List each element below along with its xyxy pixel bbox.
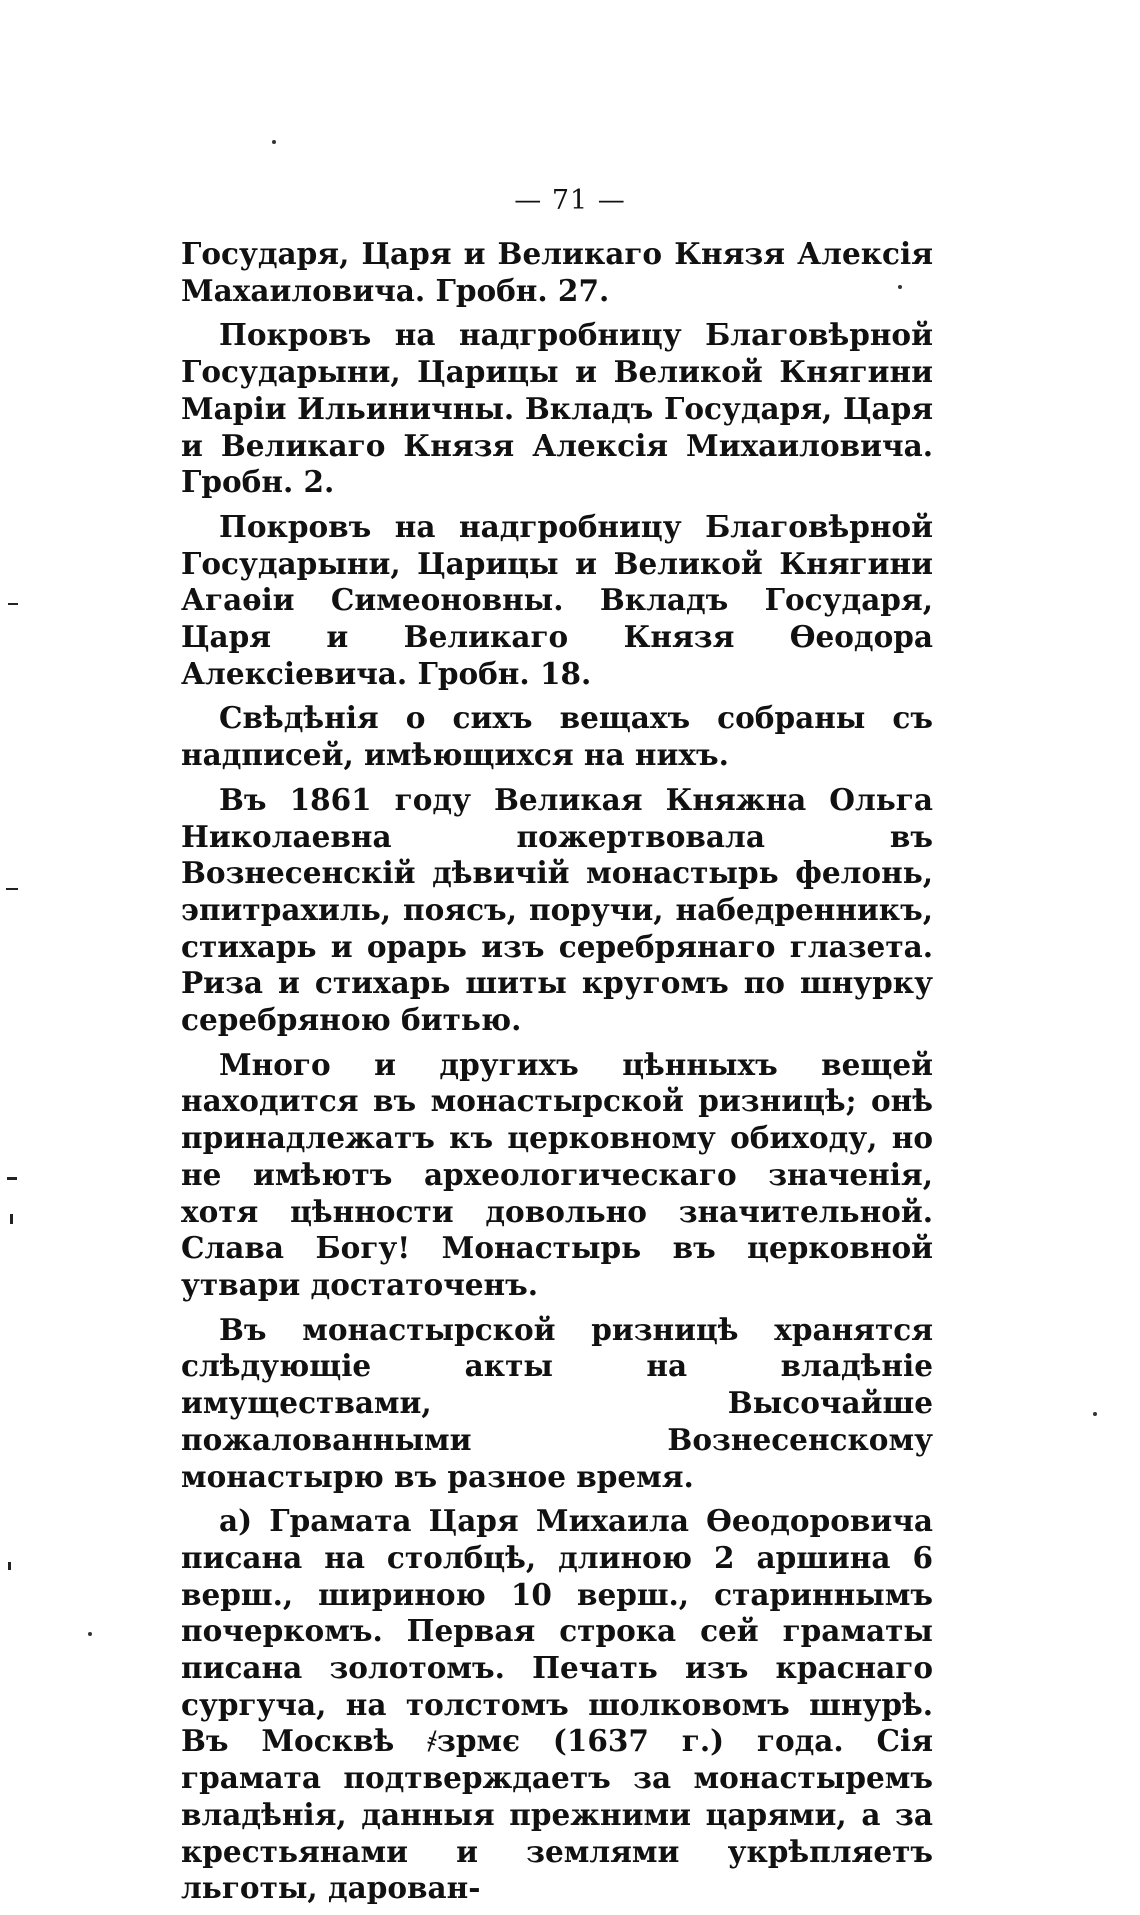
paragraph-2: Покровъ на надгробницу Благовѣрной Государыни, Царицы и Великой Княгини Маріи Ильиничны. Вкладъ Государя, Царя и Великаго Князя Алексія Михаиловича. Гробн. 2. xyxy=(181,317,933,500)
page-number: — 71 — xyxy=(514,185,626,216)
scan-mark xyxy=(7,1177,17,1180)
scan-mark xyxy=(10,1214,13,1224)
paragraph-6: Много и другихъ цѣнныхъ вещей находится въ монастырской ризницѣ; онѣ принадлежатъ къ церковному обиходу, но не имѣютъ археологическаго значенія, хотя цѣнности довольно значительной. Слава Богу! Монастырь въ церковной утвари достаточенъ. xyxy=(181,1046,933,1302)
scan-mark xyxy=(8,603,18,605)
paragraph-8: а) Грамата Царя Михаила Ѳеодоровича писана на столбцѣ, длиною 2 аршина 6 верш., шириною 10 верш., стариннымъ почеркомъ. Первая строка сей граматы писана золотомъ. Печать изъ краснаго сургуча, на толстомъ шолковомъ шнурѣ. Въ Москвѣ ҂зрмє (1637 г.) года. Сія грамата подтверждаетъ за монастыремъ владѣнія, данныя прежними царями, а за крестьянами и землями укрѣпляетъ льготы, дарован- xyxy=(181,1503,933,1906)
paragraph-5: Въ 1861 году Великая Княжна Ольга Николаевна пожертвовала въ Вознесенскій дѣвичій монастырь фелонь, эпитрахиль, поясъ, поручи, набедренникъ, стихарь и орарь изъ серебрянаго глазета. Риза и стихарь шиты кругомъ по шнурку серебряною битью. xyxy=(181,781,933,1038)
scan-dot xyxy=(1093,1412,1097,1416)
scan-dot xyxy=(898,285,902,289)
scan-mark xyxy=(6,888,18,890)
paragraph-7: Въ монастырской ризницѣ хранятся слѣдующіе акты на владѣніе имуществами, Высочайше пожалованными Вознесенскому монастырю въ разное время. xyxy=(181,1311,933,1494)
scan-dot xyxy=(272,140,276,144)
paragraph-1: Государя, Царя и Великаго Князя Алексія Махаиловича. Гробн. 27. xyxy=(181,236,933,308)
scan-dot xyxy=(88,1632,92,1636)
paragraph-3: Покровъ на надгробницу Благовѣрной Государыни, Царицы и Великой Княгини Агаѳіи Симеоновны. Вкладъ Государя, Царя и Великаго Князя Ѳеодора Алексіевича. Гробн. 18. xyxy=(181,508,933,691)
body-text xyxy=(181,236,933,1915)
paragraph-4: Свѣдѣнія о сихъ вещахъ собраны съ надписей, имѣющихся на нихъ. xyxy=(181,700,933,773)
scan-mark xyxy=(8,1562,11,1570)
